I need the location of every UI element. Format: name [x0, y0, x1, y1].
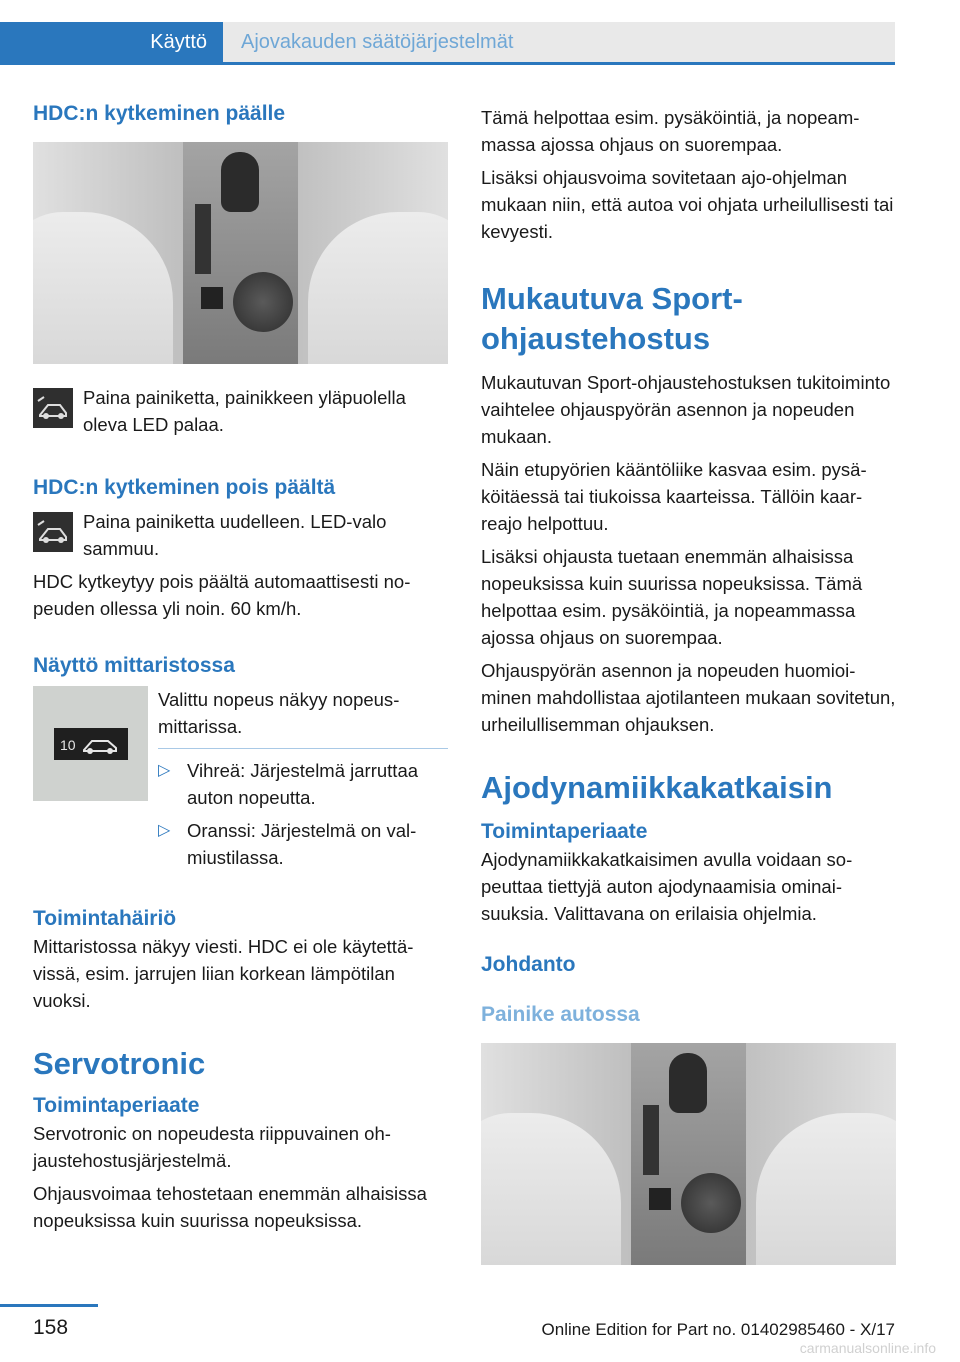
heading-principle: Toimintaperiaate: [33, 1094, 200, 1117]
triangle-bullet-icon: ▷: [158, 822, 171, 839]
paragraph-servo-1: Servotronic on nopeudesta riippuvainen ohjaustehostusjärjestelmä.: [33, 1123, 391, 1171]
list-item: ▷ Vihreä: Järjestelmä jarruttaa auton nopeutta.: [158, 757, 448, 811]
heading-servotronic: Servotronic: [33, 1046, 206, 1081]
paragraph-fault: Mittaristossa näkyy viesti. HDC ei ole käytettävissä, esim. jarrujen liian korkean lämpötilan vuoksi.: [33, 936, 414, 1011]
paragraph-hdc-on: Paina painiketta, painikkeen yläpuolella oleva LED palaa.: [83, 387, 406, 435]
heading-display: Näyttö mittaristossa: [33, 654, 235, 677]
hdc-button-icon: [33, 388, 73, 428]
status-color-list: [158, 757, 448, 871]
paragraph-right-3: Mukautuvan Sport-ohjaustehostuksen tukitoiminto vaihtelee ohjauspyörän asennon ja nopeuden mukaan.: [481, 372, 891, 447]
triangle-bullet-icon: ▷: [158, 762, 171, 779]
paragraph-display: Valittu nopeus näkyy nopeusmittarissa.: [158, 689, 400, 737]
header-divider: [0, 62, 895, 65]
subsection-tab: Ajovakauden säätöjärjestelmät: [223, 22, 895, 62]
display-section: [33, 686, 448, 877]
footer-divider: [0, 1304, 98, 1307]
hdc-on-instruction: [33, 384, 448, 444]
paragraph-right-7: Ajodynamiikkakatkaisimen avulla voidaan sopeuttaa tiettyjä auton ajodynaamisia ominaisuuksia. Valittavana on erilaisia ohjelmia.: [481, 849, 853, 924]
paragraph-right-1: Tämä helpottaa esim. pysäköintiä, ja nopeammassa ajossa ohjaus on suorempaa.: [481, 107, 860, 155]
display-speed-number: 10: [59, 736, 76, 753]
paragraph-servo-2: Ohjausvoimaa tehostetaan enemmän alhaisissa nopeuksissa kuin suurissa nopeuksissa.: [33, 1183, 427, 1231]
page-header: [0, 22, 895, 64]
paragraph-right-5: Lisäksi ohjausta tuetaan enemmän alhaisissa nopeuksissa kuin suurissa nopeuksissa. Tämä helpottaa esim. pysäköintiä, ja nopeammassa ajossa ohjaus on suorempaa.: [481, 546, 863, 648]
page-number: 158: [33, 1316, 69, 1339]
hdc-button-icon: [33, 512, 73, 552]
heading-intro: Johdanto: [481, 953, 576, 976]
heading-fault: Toimintahäiriö: [33, 907, 177, 930]
right-column: [481, 104, 896, 1265]
edition-note: Online Edition for Part no. 01402985460 - X/17: [541, 1320, 895, 1339]
paragraph-right-6: Ohjauspyörän asennon ja nopeuden huomioiminen mahdollistaa ajotilanteen mukaan sovitetun, urheilullisemman ohjauksen.: [481, 660, 896, 735]
paragraph-auto-off: HDC kytkeytyy pois päältä automaattisesti nopeuden ollessa yli noin. 60 km/h.: [33, 571, 411, 619]
paragraph-right-2: Lisäksi ohjausvoima sovitetaan ajo-ohjelman mukaan niin, että autoa voi ohjata urheilullisesti tai kevyesti.: [481, 167, 894, 242]
watermark: carmanualsonline.info: [799, 1340, 936, 1356]
center-console-photo: [33, 142, 448, 364]
left-column: [33, 100, 448, 1240]
hdc-off-instruction: [33, 508, 448, 568]
section-tab-kaytto: Käyttö: [0, 22, 223, 62]
paragraph-right-4: Näin etupyörien kääntöliike kasvaa esim. pysäköitäessä tai tiukoissa kaarteissa. Tällöin kaarreajo helpottuu.: [481, 459, 867, 534]
heading-hdc-on: HDC:n kytkeminen päälle: [33, 102, 286, 125]
heading-principle-right: Toimintaperiaate: [481, 820, 648, 843]
heading-button-in-car: Painike autossa: [481, 1003, 640, 1026]
heading-dynamic-switch: Ajodynamiikkakatkaisin: [481, 770, 833, 805]
paragraph-hdc-off: Paina painiketta uudelleen. LED-valo sammuu.: [83, 511, 387, 559]
list-item: ▷ Oranssi: Järjestelmä on valmiustilassa.: [158, 817, 448, 871]
cluster-display-image: [33, 686, 148, 801]
heading-hdc-off: HDC:n kytkeminen pois päältä: [33, 476, 336, 499]
heading-sport-steering: Mukautuva Sportohjaustehostus: [481, 281, 743, 356]
center-console-photo: [481, 1043, 896, 1265]
